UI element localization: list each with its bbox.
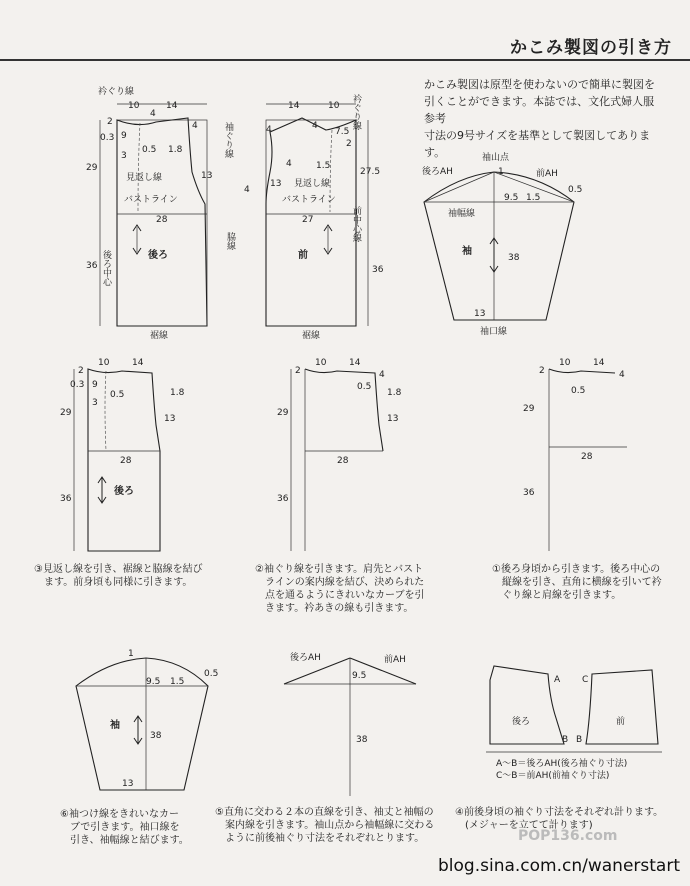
sleeve-dim-38: 38: [508, 253, 520, 263]
step2-dim-10: 10: [315, 358, 327, 368]
back-dim-14: 14: [166, 101, 178, 111]
front-dim-15: 1.5: [316, 161, 331, 171]
step3-dim-05: 0.5: [110, 390, 125, 400]
step6-diagram: [70, 648, 230, 798]
back-dim-36: 36: [86, 261, 98, 271]
step1-neck-shoulder: [549, 369, 615, 373]
back-dim-28: 28: [156, 215, 168, 225]
step4-c: C: [582, 675, 589, 685]
step3-dim-10: 10: [98, 358, 110, 368]
sleeve-back-ah: 後ろAH: [422, 167, 453, 177]
front-dim-4a: 4: [266, 125, 272, 135]
title-bar: [0, 32, 690, 62]
step2-dim-13: 13: [387, 414, 399, 424]
caption-step5: ⑤直角に交わる２本の直線を引き、袖丈と袖幅の 案内線を引きます。袖山点から袖幅線に交わる ように前後袖ぐり寸法をそれぞれとります。: [215, 807, 435, 844]
back-dim-29: 29: [86, 163, 98, 173]
back-dim-18: 1.8: [168, 145, 183, 155]
back-hem-label: 裾線: [150, 331, 169, 341]
step6-dim-38: 38: [150, 731, 162, 741]
back-neckline-label: 衿ぐり線: [98, 87, 135, 97]
step3-dim-03: 0.3: [70, 380, 85, 390]
caption-step1: ①後ろ身頃から引きます。後ろ中心の 縦線を引き、直角に横線を引いて衿 ぐり線と肩線を引きます。: [492, 564, 662, 601]
front-dim-4c: 4: [286, 159, 292, 169]
step1-dim-4: 4: [619, 370, 625, 380]
intro-text: かこみ製図は原型を使わないので簡単に製図を 引くことができます。本誌では、文化式婦人服参考 寸法の9号サイズを基準として製図してあります。: [424, 78, 655, 159]
step1-dim-10: 10: [559, 358, 571, 368]
step1-dim-29: 29: [523, 404, 535, 414]
step1-dim-2: 2: [539, 366, 545, 376]
page-title: かこみ製図の引き方: [510, 38, 672, 58]
sleeve-cap-point: 袖山点: [482, 153, 510, 163]
step3-dim-36: 36: [60, 494, 72, 504]
back-dim-3: 3: [121, 151, 127, 161]
back-center-label: 後ろ中心: [101, 250, 111, 286]
step3-dim-9: 9: [92, 380, 98, 390]
step3-dim-14: 14: [132, 358, 144, 368]
front-dim-13: 13: [270, 179, 282, 189]
front-facing-label: 見返し線: [294, 179, 331, 189]
sleeve-dim-15: 1.5: [526, 193, 541, 203]
step6-outline: [76, 658, 208, 790]
front-dim-4b: 4: [312, 121, 318, 131]
step4-b2: B: [576, 735, 583, 745]
sleeve-label: 袖: [462, 246, 472, 257]
main-sleeve-diagram: [418, 150, 598, 340]
step2-dim-28: 28: [337, 456, 349, 466]
main-bodice-diagram: [80, 82, 384, 342]
step1-dim-14: 14: [593, 358, 605, 368]
back-dim-13: 13: [201, 171, 213, 181]
step3-dim-28: 28: [120, 456, 132, 466]
step2-diagram: [275, 355, 415, 555]
step2-dim-05: 0.5: [357, 382, 372, 392]
front-side-label: 脇線: [225, 232, 235, 250]
sleeve-dim-1: 1: [498, 167, 504, 177]
step3-arrow: [98, 477, 106, 503]
step4-formula1: A〜B＝後ろAH(後ろ袖ぐり寸法): [496, 759, 628, 769]
step6-dim-13: 13: [122, 779, 134, 789]
sleeve-dim-05: 0.5: [568, 185, 583, 195]
front-armhole-label: 袖ぐり線: [223, 122, 233, 158]
front-dim-75: 7.5: [335, 127, 350, 137]
sleeve-grain-arrow: [490, 238, 498, 272]
front-dim-2: 2: [346, 139, 352, 149]
front-label: 前: [298, 250, 308, 261]
step4-a: A: [554, 675, 561, 685]
step4-back: [490, 666, 564, 744]
step5-dim-38: 38: [356, 735, 368, 745]
back-dim-4a: 4: [150, 109, 156, 119]
step1-dim-28: 28: [581, 452, 593, 462]
step6-dim-05: 0.5: [204, 669, 219, 679]
caption-step6: ⑥袖つけ線をきれいなカー ブで引きます。袖口線を 引き、袖幅線と結びます。: [60, 809, 189, 846]
step6-dim-1: 1: [128, 649, 134, 659]
front-dim-4d: 4: [244, 185, 250, 195]
caption-step2: ②袖ぐり線を引きます。肩先とバスト ラインの案内線を結び、決められた 点を通るようにきれいなカーブを引 きます。衿あきの線も引きます。: [255, 564, 425, 614]
back-dim-2: 2: [107, 117, 113, 127]
step3-dim-3: 3: [92, 398, 98, 408]
sleeve-dim-13: 13: [474, 309, 486, 319]
step2-dim-18: 1.8: [387, 388, 402, 398]
step3-label: 後ろ: [114, 486, 134, 497]
step6-dim-95: 9.5: [146, 677, 161, 687]
step5-front-ah: 前AH: [384, 655, 406, 665]
watermark-text: POP136.com: [518, 828, 618, 844]
step5-dim-95: 9.5: [352, 671, 367, 681]
step1-dim-36: 36: [523, 488, 535, 498]
step3-facing: [105, 371, 106, 451]
front-dim-275: 27.5: [360, 167, 381, 177]
caption-step3: ③見返し線を引き、裾線と脇線を結び ます。前身頃も同様に引きます。: [34, 564, 203, 588]
caption-step4: ④前後身頃の袖ぐり寸法をそれぞれ計ります。 (メジャーを立てて計ります): [455, 807, 664, 831]
step6-dim-15: 1.5: [170, 677, 185, 687]
title-rule: [0, 59, 690, 61]
back-facing-label: 見返し線: [126, 173, 163, 183]
back-dim-9: 9: [121, 131, 127, 141]
step1-dim-05: 0.5: [571, 386, 586, 396]
step3-dim-29: 29: [60, 408, 72, 418]
step3-diagram: [60, 355, 200, 555]
footer-url: blog.sina.com.cn/wanerstart: [438, 856, 680, 876]
front-bust-label: バストライン: [282, 195, 336, 205]
back-dim-03: 0.3: [100, 133, 115, 143]
step3-dim-2: 2: [78, 366, 84, 376]
step2-dim-14: 14: [349, 358, 361, 368]
step4-front-label: 前: [616, 717, 626, 727]
front-dim-27: 27: [302, 215, 314, 225]
front-dim-10: 10: [328, 101, 340, 111]
back-dim-4b: 4: [192, 121, 198, 131]
back-label: 後ろ: [148, 250, 168, 261]
step4-formula2: C〜B＝前AH(前袖ぐり寸法): [496, 771, 610, 781]
front-dim-36: 36: [372, 265, 384, 275]
back-bust-label: バストライン: [124, 195, 178, 205]
sleeve-outline: [424, 172, 574, 320]
step2-dim-4: 4: [379, 370, 385, 380]
step3-dim-13: 13: [164, 414, 176, 424]
step4-diagram: [482, 660, 672, 780]
front-neckline-label: 衿ぐり線: [351, 94, 361, 130]
front-dim-14: 14: [288, 101, 300, 111]
back-dim-05: 0.5: [142, 145, 157, 155]
front-center-label: 前中心線: [351, 206, 361, 242]
sleeve-width-label: 袖幅線: [448, 209, 476, 219]
sleeve-front-ah: 前AH: [536, 169, 558, 179]
step3-dim-18: 1.8: [170, 388, 185, 398]
step5-diagram: [280, 650, 420, 800]
step4-front: [586, 670, 658, 744]
step6-label: 袖: [110, 720, 120, 731]
step1-diagram: [515, 355, 655, 555]
step2-dim-29: 29: [277, 408, 289, 418]
step4-b1: B: [562, 735, 569, 745]
sleeve-cuff-label: 袖口線: [480, 327, 508, 337]
sleeve-dim-95: 9.5: [504, 193, 519, 203]
front-hem-label: 裾線: [302, 331, 321, 341]
step2-dim-2: 2: [295, 366, 301, 376]
back-dim-10: 10: [128, 101, 140, 111]
step4-back-label: 後ろ: [512, 717, 531, 727]
step2-dim-36: 36: [277, 494, 289, 504]
step6-arrow: [134, 716, 142, 744]
step5-back-ah: 後ろAH: [290, 653, 321, 663]
